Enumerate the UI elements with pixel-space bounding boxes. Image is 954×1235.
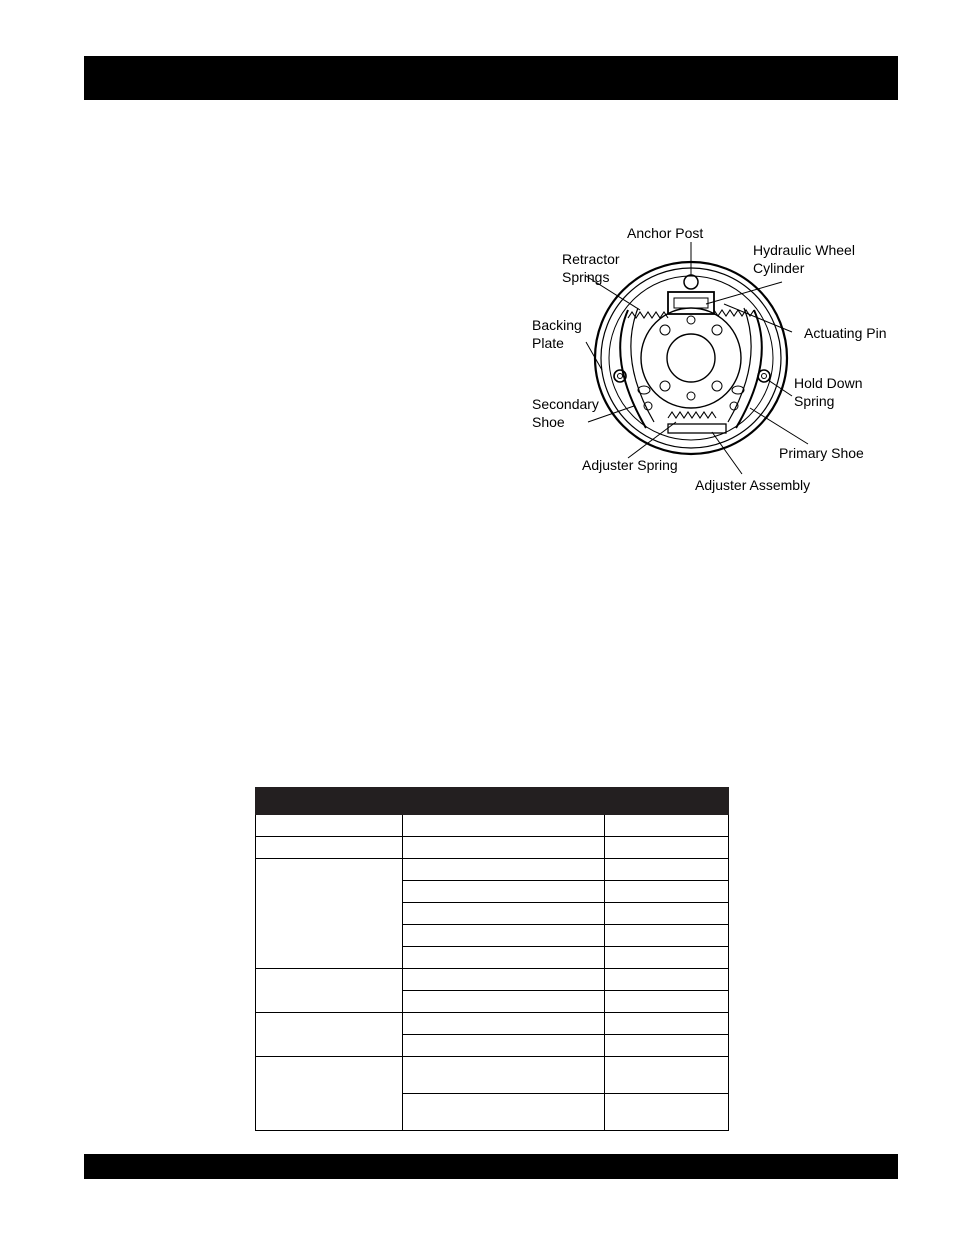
label-backing: Backing [532,317,582,333]
label-spring: Spring [794,393,835,409]
label-hydraulic-wheel: Hydraulic Wheel [753,242,855,258]
table-cell [605,837,729,859]
table-row [256,859,729,881]
table-cell [256,1057,403,1131]
label-anchor-post: Anchor Post [627,225,704,241]
label-plate: Plate [532,335,564,351]
drum-brake-diagram [528,200,898,500]
label-secondary: Secondary [532,396,599,412]
table-header [256,788,729,815]
label-springs: Springs [562,269,610,285]
table-cell [403,1035,605,1057]
label-adjuster-spring: Adjuster Spring [582,457,678,473]
table-row [256,969,729,991]
label-hold-down: Hold Down [794,375,863,391]
table-cell [605,903,729,925]
table-row [256,815,729,837]
table-cell [403,925,605,947]
table-row [256,837,729,859]
table-cell [605,969,729,991]
label-actuating-pin: Actuating Pin [804,325,887,341]
table-cell [403,1013,605,1035]
footer-bar [84,1154,898,1179]
label-retractor: Retractor [562,251,620,267]
table-cell [605,1057,729,1094]
table-cell [403,859,605,881]
table-cell [403,991,605,1013]
header-bar [84,56,898,100]
table-cell [605,925,729,947]
table-cell [256,859,403,969]
table-row [256,1013,729,1035]
table-cell [403,1094,605,1131]
table-cell [403,815,605,837]
table-cell [605,1035,729,1057]
table-cell [403,969,605,991]
table-header-row [256,788,729,815]
table-cell [256,1013,403,1057]
label-primary-shoe: Primary Shoe [779,445,864,461]
specification-table [255,787,729,1131]
table-cell [403,881,605,903]
table-cell [605,815,729,837]
table-cell [256,837,403,859]
label-adjuster-assembly: Adjuster Assembly [695,477,811,493]
table-cell [403,947,605,969]
table-cell [605,881,729,903]
label-shoe: Shoe [532,414,565,430]
table-cell [256,969,403,1013]
table-row [256,1057,729,1094]
table-cell [256,815,403,837]
table-cell [605,1013,729,1035]
table-cell [605,991,729,1013]
table-cell [605,859,729,881]
table-cell [605,947,729,969]
table-cell [403,837,605,859]
label-cylinder: Cylinder [753,260,805,276]
table-cell [605,1094,729,1131]
table-cell [403,903,605,925]
table-cell [403,1057,605,1094]
